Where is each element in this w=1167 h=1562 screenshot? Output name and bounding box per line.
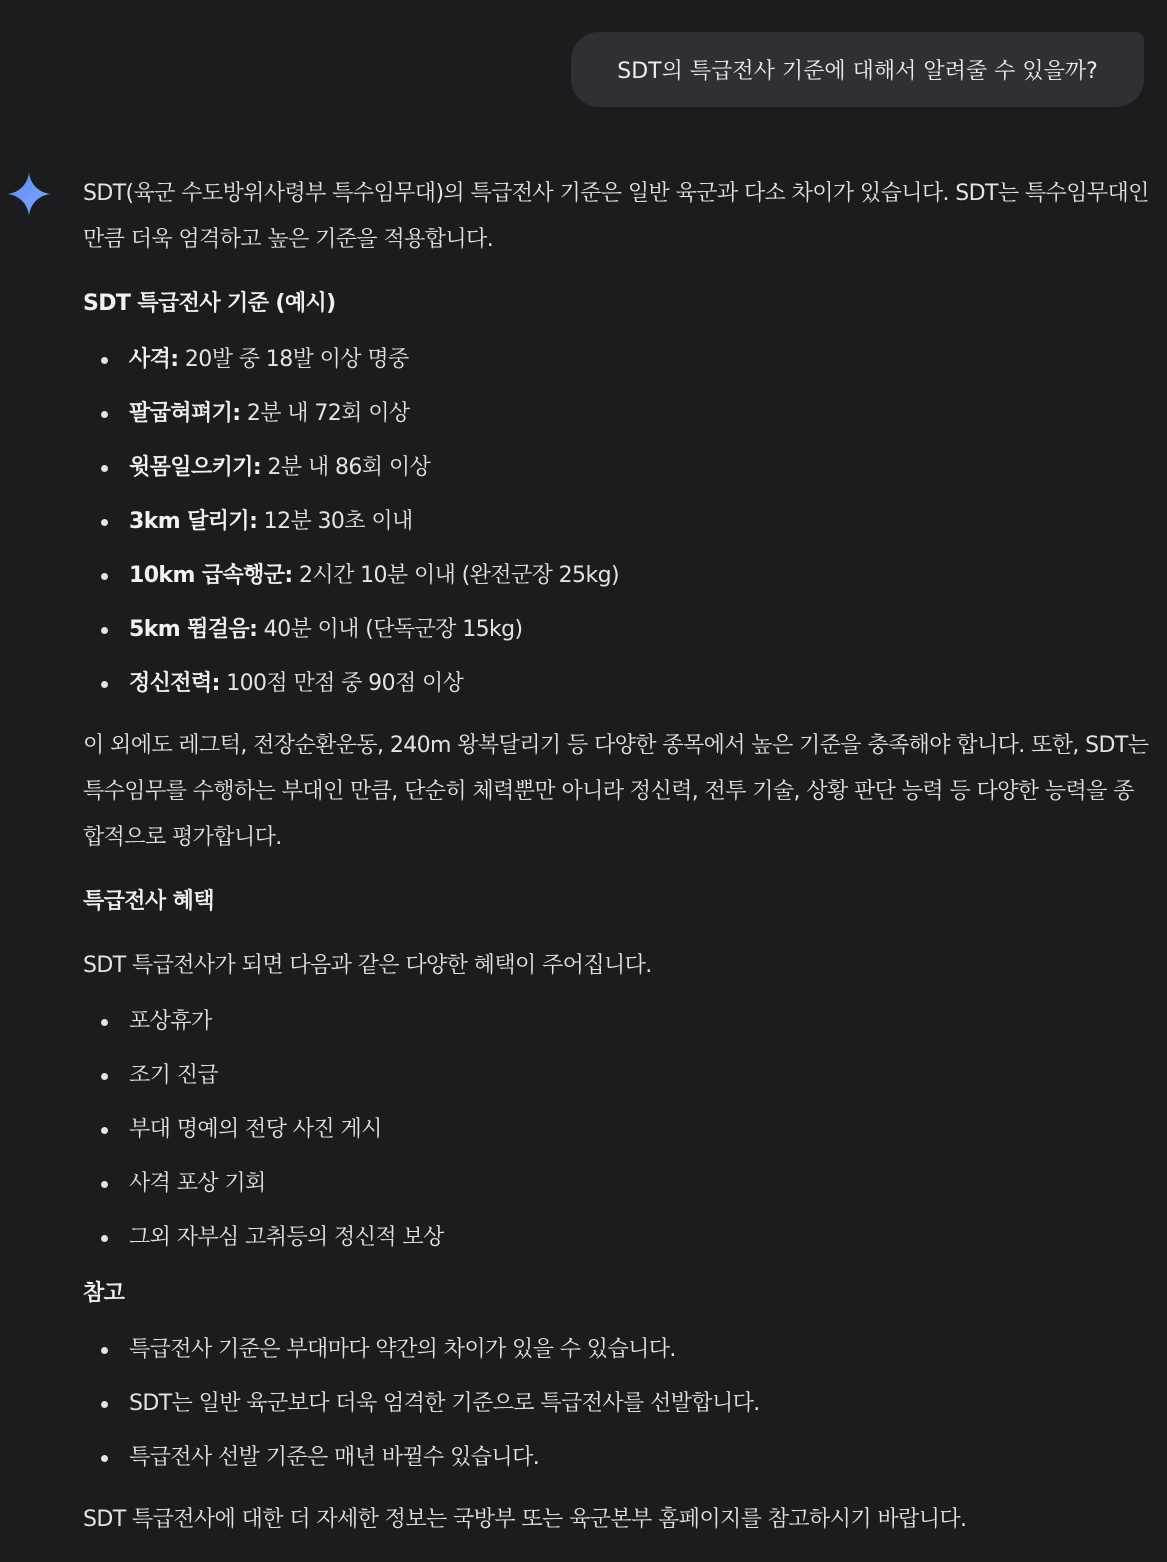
user-message-bubble <box>571 32 1144 107</box>
criteria-heading: SDT 특급전사 기준 (예시) <box>83 291 336 316</box>
criteria-label: 5km 뜀걸음: <box>129 617 258 642</box>
criteria-label: 3km 달리기: <box>129 509 258 534</box>
criteria-value: 2시간 10분 이내 (완전군장 25kg) <box>292 563 619 588</box>
list-item <box>83 387 1153 441</box>
criteria-value: 2분 내 86회 이상 <box>261 455 431 480</box>
list-item <box>83 603 1153 657</box>
criteria-label: 정신전력: <box>129 671 220 696</box>
criteria-value: 20발 중 18발 이상 명중 <box>178 347 409 372</box>
benefits-intro: SDT 특급전사가 되면 다음과 같은 다양한 혜택이 주어집니다. <box>83 953 652 978</box>
criteria-value: 2분 내 72회 이상 <box>240 401 410 426</box>
list-item: 부대 명예의 전당 사진 게시 <box>83 1103 1153 1157</box>
list-item <box>83 549 1153 603</box>
criteria-label: 10km 급속행군: <box>129 563 293 588</box>
criteria-value: 40분 이내 (단독군장 15kg) <box>257 617 523 642</box>
list-item: 특급전사 기준은 부대마다 약간의 차이가 있을 수 있습니다. <box>83 1323 1153 1377</box>
list-item <box>83 495 1153 549</box>
gemini-sparkle-icon <box>7 172 51 216</box>
criteria-label: 윗몸일으키기: <box>129 455 262 480</box>
list-item: SDT는 일반 육군보다 더욱 엄격한 기준으로 특급전사를 선발합니다. <box>83 1377 1153 1431</box>
list-item <box>83 441 1153 495</box>
benefits-list <box>83 995 1153 1265</box>
criteria-value: 100점 만점 중 90점 이상 <box>219 671 464 696</box>
intro-paragraph: SDT(육군 수도방위사령부 특수임무대)의 특급전사 기준은 일반 육군과 다소 차이가 있습니다. SDT는 특수임무대인 만큼 더욱 엄격하고 높은 기준을 적용합니다. <box>83 181 1149 252</box>
list-item: 조기 진급 <box>83 1049 1153 1103</box>
user-message-text: SDT의 특급전사 기준에 대해서 알려줄 수 있을까? <box>617 59 1098 84</box>
assistant-response <box>83 171 1153 1543</box>
notes-heading: 참고 <box>83 1281 125 1306</box>
extra-paragraph: 이 외에도 레그턱, 전장순환운동, 240m 왕복달리기 등 다양한 종목에서 높은 기준을 충족해야 합니다. 또한, SDT는 특수임무를 수행하는 부대인 만큼, 단순히 체력뿐만 아니라 정신력, 전투 기술, 상황 판단 능력 등 다양한 능력을 종합적으로 평가합니다. <box>83 733 1149 850</box>
list-item: 포상휴가 <box>83 995 1153 1049</box>
benefits-heading: 특급전사 혜택 <box>83 889 214 914</box>
criteria-label: 팔굽혀펴기: <box>129 401 241 426</box>
list-item: 그외 자부심 고취등의 정신적 보상 <box>83 1211 1153 1265</box>
criteria-label: 사격: <box>129 347 179 372</box>
list-item <box>83 333 1153 387</box>
closing-paragraph: SDT 특급전사에 대한 더 자세한 정보는 국방부 또는 육군본부 홈페이지를 참고하시기 바랍니다. <box>83 1507 967 1532</box>
criteria-list <box>83 333 1153 711</box>
list-item: 특급전사 선발 기준은 매년 바뀔수 있습니다. <box>83 1431 1153 1485</box>
list-item <box>83 657 1153 711</box>
list-item: 사격 포상 기회 <box>83 1157 1153 1211</box>
criteria-value: 12분 30초 이내 <box>257 509 413 534</box>
notes-list <box>83 1323 1153 1485</box>
